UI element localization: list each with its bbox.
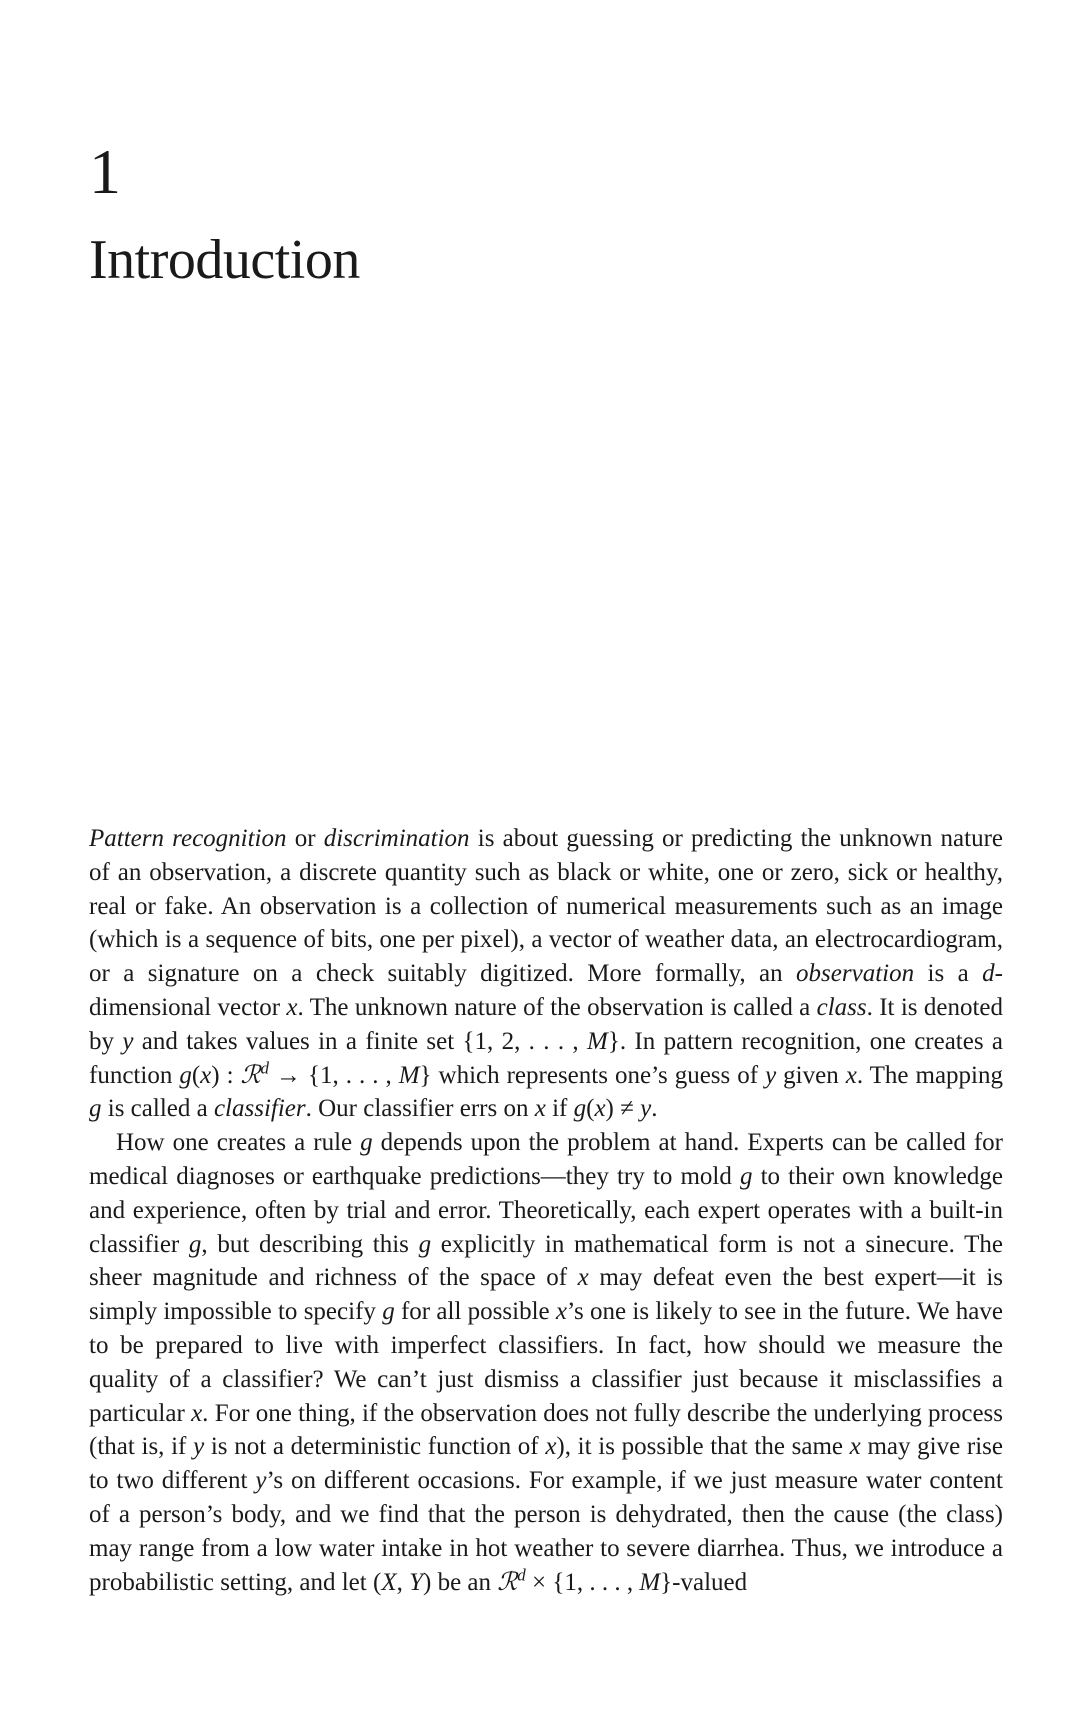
text-run: -dimensional vector xyxy=(89,960,1003,1021)
text-run: ℛ xyxy=(240,1061,261,1089)
text-run: x xyxy=(200,1061,212,1089)
text-run: discrimination xyxy=(323,825,470,852)
body-text xyxy=(89,822,1003,1599)
text-run: x xyxy=(286,993,298,1021)
chapter-title: Introduction xyxy=(89,229,360,291)
text-run: ( xyxy=(191,1061,201,1089)
text-run: depends upon the problem at hand. Experts can be called for medical diagnoses or earthquake predictions—they try to mold xyxy=(89,1129,1003,1190)
text-run: ’s one is likely to see in the future. We have to be prepared to live with imperfect classifiers. In fact, how should we measure the quality of a classifier? We can’t just dismiss a classifier just because it misclassifies a particular xyxy=(89,1298,1003,1427)
text-run: M xyxy=(587,1027,608,1055)
text-run: ) ≠ xyxy=(605,1095,641,1123)
text-run: g xyxy=(89,1095,102,1123)
text-run: ’s on different occasions. For example, if we just measure water content of a person’s body, and we find that the person is dehydrated, then the cause (the class) may range from a low water intake in hot weather to severe diarrhea. Thus, we introduce a probabilistic setting, and let ( xyxy=(89,1467,1003,1596)
text-run: g xyxy=(360,1129,373,1157)
text-run: may defeat even the best expert—it is simply impossible to specify xyxy=(89,1264,1003,1326)
text-run: x xyxy=(594,1095,606,1123)
text-run: y xyxy=(765,1061,777,1089)
text-run: Pattern recognition xyxy=(89,825,287,852)
text-run: y xyxy=(193,1433,205,1461)
text-run: is a xyxy=(914,960,983,988)
text-run: y xyxy=(122,1027,134,1055)
text-run: x xyxy=(534,1095,546,1123)
text-run: g xyxy=(188,1230,202,1258)
text-run: . The unknown nature of the observation is called a xyxy=(297,993,817,1021)
text-run: ( xyxy=(586,1095,595,1123)
text-run: may give rise to two different xyxy=(89,1433,1004,1495)
text-run: x xyxy=(545,1433,557,1461)
text-run: or xyxy=(286,825,324,852)
text-run: }. In pattern recognition, one creates a function xyxy=(89,1027,1004,1089)
text-run: g xyxy=(179,1061,192,1089)
text-run: g xyxy=(573,1095,587,1123)
text-run: class xyxy=(816,993,867,1021)
paragraph-2 xyxy=(89,1126,1003,1599)
text-run: How one creates a rule xyxy=(116,1129,361,1157)
text-run: x xyxy=(845,1061,857,1089)
text-run: x xyxy=(849,1433,861,1461)
text-run: M xyxy=(398,1061,420,1089)
text-run: y xyxy=(640,1095,652,1123)
text-run: explicitly in mathematical form is not a sinecure. The sheer magnitude and richness of the space of xyxy=(89,1230,1003,1292)
text-run: x xyxy=(577,1264,589,1292)
text-run: observation xyxy=(796,960,915,988)
text-run: → {1, . . . , xyxy=(268,1061,399,1089)
paragraph-1 xyxy=(89,822,1003,1126)
text-run: ), it is possible that the same xyxy=(556,1433,850,1461)
text-run: to their own knowledge and experience, often by trial and error. Theoretically, each expert operates with a built-in classifier xyxy=(89,1162,1003,1258)
text-run: , but describing this xyxy=(201,1230,419,1258)
chapter-number: 1 xyxy=(89,136,121,207)
text-run: . Our classifier errs on xyxy=(305,1095,535,1123)
text-run: g xyxy=(418,1230,432,1258)
text-run: is called a xyxy=(101,1095,214,1123)
text-run: d xyxy=(517,1565,526,1585)
text-run: ) be an xyxy=(423,1568,498,1596)
text-run: ) : xyxy=(211,1061,241,1089)
text-run: . It is denoted by xyxy=(89,993,1004,1055)
text-run: g xyxy=(382,1298,395,1326)
text-run: × {1, . . . , xyxy=(525,1568,640,1596)
text-run: . xyxy=(651,1095,658,1123)
text-run: if xyxy=(545,1095,574,1123)
text-run: x xyxy=(555,1298,568,1326)
text-run: , xyxy=(396,1568,410,1596)
text-run: . The mapping xyxy=(856,1061,1003,1089)
text-run: classifier xyxy=(213,1095,306,1123)
text-run: M xyxy=(639,1568,661,1596)
text-run: y xyxy=(255,1467,267,1495)
text-run: is about guessing or predicting the unknown nature of an observation, a discrete quantity such as black or white, one or zero, sick or healthy, real or fake. An observation is a collection of numerical measurements such as an image (which is a sequence of bits, one per pixel), a vector of weather data, an electrocardiogram, or a signature on a check suitably digitized. More formally, an xyxy=(89,825,1003,988)
text-run: g xyxy=(739,1162,753,1190)
text-run: and takes values in a finite set {1, 2, . . . , xyxy=(133,1027,588,1055)
text-run: ℛ xyxy=(497,1568,518,1596)
text-run: X xyxy=(381,1568,397,1596)
text-run: d xyxy=(982,960,995,988)
text-run: }-valued xyxy=(660,1568,748,1596)
text-run: given xyxy=(776,1061,846,1089)
text-run: . For one thing, if the observation does not fully describe the underlying process (that is, if xyxy=(89,1399,1004,1461)
text-run: is not a deterministic function of xyxy=(204,1433,546,1461)
text-run: d xyxy=(260,1058,269,1078)
text-run: } which represents one’s guess of xyxy=(419,1061,766,1089)
text-run: x xyxy=(191,1399,203,1427)
text-run: for all possible xyxy=(394,1298,556,1326)
text-run: Y xyxy=(409,1568,423,1596)
